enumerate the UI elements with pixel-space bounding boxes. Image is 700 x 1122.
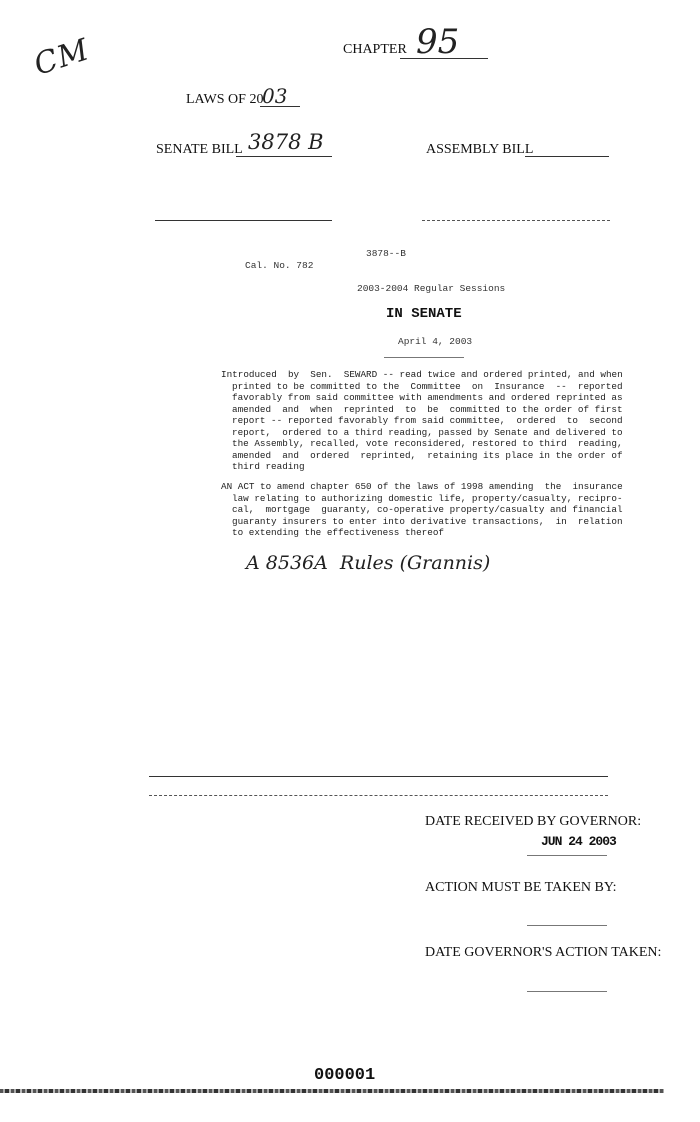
assembly-bill-label: ASSEMBLY BILL — [426, 142, 534, 157]
senate-bill-label: SENATE BILL — [156, 142, 243, 157]
chamber-heading: IN SENATE — [386, 306, 462, 322]
action-deadline-underline — [527, 925, 607, 926]
introduced-line: the Assembly, recalled, vote reconsidered, restored to third reading, — [232, 438, 623, 449]
calendar-number: Cal. No. 782 — [245, 260, 314, 271]
laws-label: LAWS OF 20 — [186, 92, 264, 107]
chapter-label: CHAPTER — [343, 42, 407, 57]
act-line: to extending the effectiveness thereof — [232, 527, 445, 538]
senate-bill-number: 3878 B — [248, 130, 324, 154]
senate-bill-underline — [236, 156, 332, 157]
introduced-paragraph — [221, 369, 623, 473]
date-divider — [384, 357, 464, 358]
action-taken-underline — [527, 991, 607, 992]
signature-line-left — [155, 220, 332, 221]
introduced-line: report -- reported favorably from said committee, ordered to second — [232, 415, 623, 426]
introduced-line: Introduced by Sen. SEWARD -- read twice and ordered printed, and when — [221, 369, 623, 380]
act-line: AN ACT to amend chapter 650 of the laws of 1998 amending the insurance — [221, 481, 623, 492]
act-line: cal, mortgage guaranty, co-operative property/casualty and financial — [232, 504, 623, 515]
introduced-line: amended and when reprinted to be committed to the order of first — [232, 403, 623, 415]
action-deadline-label: ACTION MUST BE TAKEN BY: — [425, 880, 617, 895]
page-number: 000001 — [314, 1066, 376, 1085]
act-paragraph — [221, 481, 623, 539]
separator-line-bottom — [149, 795, 608, 796]
introduced-line: printed to be committed to the Committee on Insurance -- reported — [232, 380, 623, 392]
introduced-line: amended and ordered reprinted, retaining its place in the order of — [232, 449, 623, 461]
date-received-underline — [527, 855, 607, 856]
introduced-line: third reading — [232, 461, 305, 472]
introduced-line: favorably from said committee with amendments and ordered reprinted as — [232, 392, 623, 403]
act-line: law relating to authorizing domestic life, property/casualty, recipro- — [232, 492, 623, 504]
bill-number: 3878--B — [366, 248, 406, 259]
handwritten-initials: CM — [29, 32, 94, 83]
date-received-stamp: JUN 24 2003 — [541, 834, 616, 849]
separator-line-top — [149, 776, 608, 777]
session-line: 2003-2004 Regular Sessions — [357, 283, 506, 294]
assembly-bill-underline — [525, 156, 609, 157]
laws-year: 03 — [262, 84, 288, 108]
scan-edge-strip — [0, 1089, 664, 1093]
chapter-number: 95 — [416, 22, 460, 62]
act-line: guaranty insurers to enter into derivative transactions, in relation — [232, 515, 623, 527]
signature-line-right — [422, 220, 610, 221]
introduced-line: report, ordered to a third reading, passed by Senate and delivered to — [232, 426, 623, 438]
date-received-label: DATE RECEIVED BY GOVERNOR: — [425, 814, 642, 829]
action-taken-label: DATE GOVERNOR'S ACTION TAKEN: — [425, 945, 662, 960]
introduction-date: April 4, 2003 — [398, 336, 473, 347]
handwritten-reference-note: A 8536A Rules (Grannis) — [246, 552, 491, 574]
